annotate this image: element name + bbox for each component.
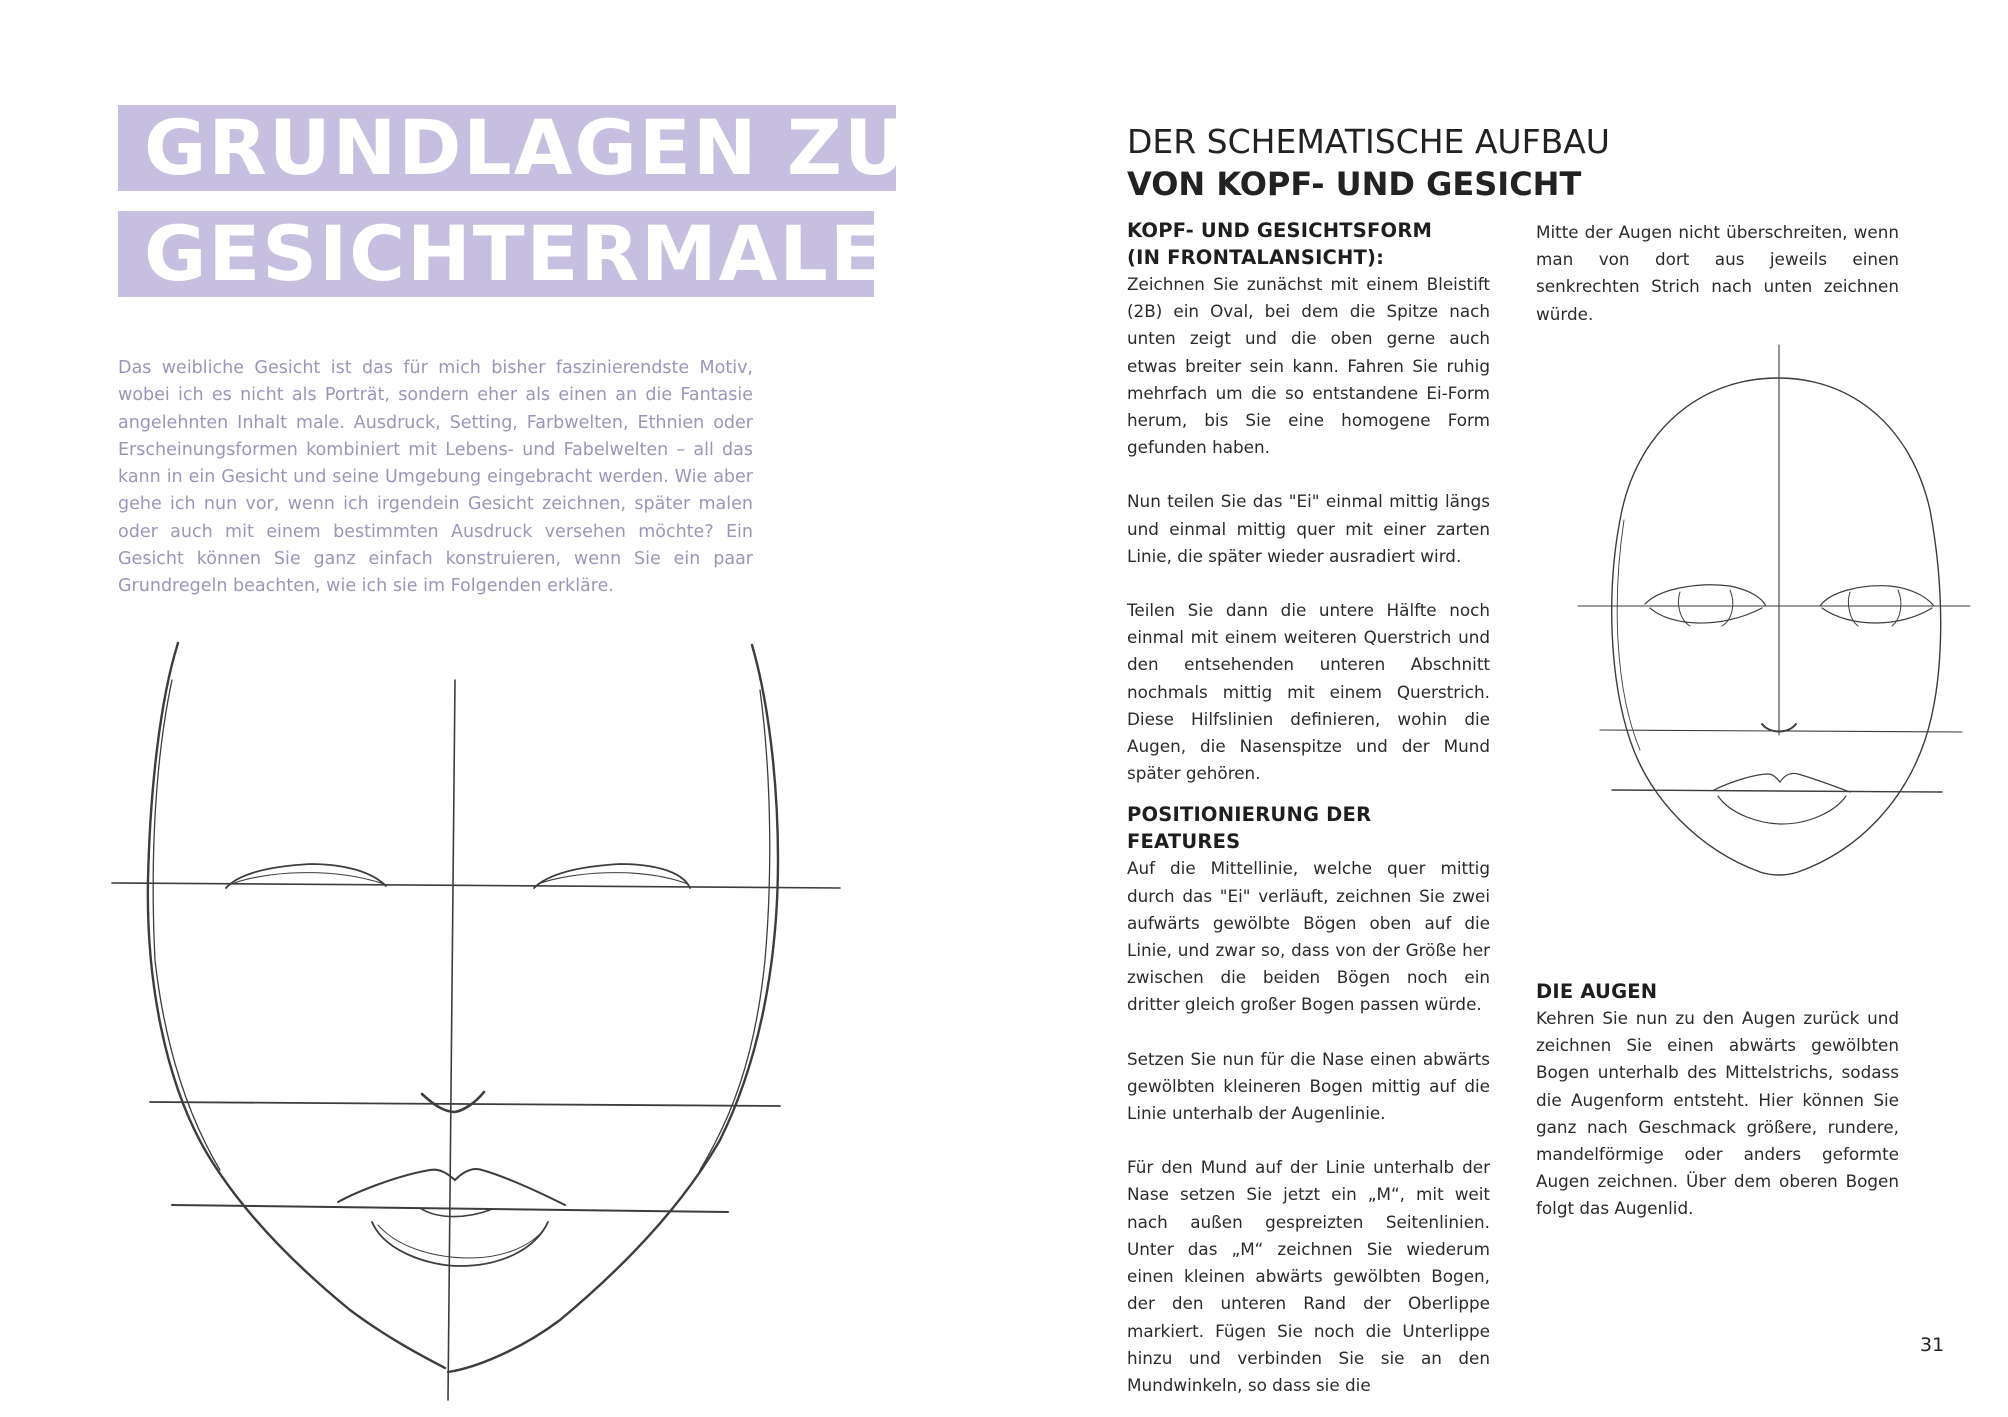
small-right-eye-bottom — [1822, 608, 1932, 623]
paragraph-mouth: Für den Mund auf der Linie unterhalb der Nase setzen Sie jetzt ein „M“, mit weit nach außen gespreizten Seitenlinien. Unter das „M“ zeichnen Sie wiederum einen kleinen abwärts gewölbten Bogen, der den unteren Rand der Oberlippe markiert. Fügen Sie noch die Unterlippe hinzu und verbinden Sie sie an den Mundwinkeln, so dass sie die — [1127, 1157, 1490, 1395]
small-left-eye-top — [1645, 585, 1766, 606]
small-upper-lip — [1714, 773, 1850, 792]
head-oval — [1612, 378, 1941, 875]
head-outline-right-2 — [700, 690, 770, 1170]
face-construction-sketch-large — [100, 640, 1000, 1410]
vertical-center-line — [448, 680, 455, 1400]
page-number: 31 — [1920, 1334, 1945, 1356]
nose-line — [150, 1102, 780, 1106]
section-heading-line-1: DER SCHEMATISCHE AUFBAU — [1127, 122, 1610, 161]
text-column-right-top — [1536, 219, 1899, 328]
subheading-head-shape-1: KOPF- UND GESICHTSFORM — [1127, 219, 1433, 242]
subheading-features: POSITIONIERUNG DER FEATURES — [1127, 803, 1372, 854]
lower-lip — [372, 1222, 548, 1266]
small-lower-lip — [1718, 796, 1846, 824]
small-left-eye-bottom — [1650, 608, 1762, 623]
text-column-left — [1127, 217, 1490, 1399]
small-right-eye-top — [1820, 586, 1934, 606]
page-title-line-2: GESICHTERMALEN — [118, 211, 874, 297]
paragraph-divide-egg: Nun teilen Sie das "Ei" einmal mittig längs und einmal mittig quer mit einer zarten Linie, die später wieder ausradiert wird. — [1127, 491, 1490, 566]
paragraph-nose: Setzen Sie nun für die Nase einen abwärts gewölbten kleineren Bogen mittig auf die Linie unterhalb der Augenlinie. — [1127, 1048, 1490, 1124]
intro-paragraph: Das weibliche Gesicht ist das für mich bisher faszinierendste Motiv, wobei ich es nicht als Porträt, sondern eher als einen an die Fantasie angelehnten Inhalt male. Ausdruck, Setting, Farbwelten, Ethnien oder Erscheinungsformen kombiniert mit Lebens- und Fabelwelten – all das kann in ein Gesicht und seine Umgebung eingebracht werden. Wie aber gehe ich nun vor, wenn ich irgendein Gesicht zeichnen, später malen oder auch mit einem bestimmten Ausdruck versehen möchte? Ein Gesicht können Sie ganz einfach konstruieren, wenn Sie ein paar Grundregeln beachten, wie ich sie im Folgenden erkläre. — [118, 358, 753, 597]
head-outline-left-2 — [153, 680, 220, 1170]
small-mouth-line — [1612, 790, 1942, 792]
paragraph-guide-lines: Teilen Sie dann die untere Hälfte noch einmal mit einem weiteren Querstrich und den entsehenden unteren Abschnitt nochmals mittig mit einem Querstrich. Diese Hilfslinien definieren, wohin die Augen, die Nasenspitze und der Mund später gehören. — [1127, 600, 1490, 784]
paragraph-eye-arcs: Auf die Mittellinie, welche quer mittig durch das "Ei" verläuft, zeichnen Sie zwei aufwärts gewölbte Bögen oben auf die Linie, und zwar so, dass von der Größe her zwischen die beiden Bögen noch ein dritter gleich großer Bogen passen würde. — [1127, 858, 1490, 1015]
upper-lip-m — [338, 1169, 565, 1205]
text-column-right-bottom — [1536, 978, 1899, 1223]
paragraph-continuation: Mitte der Augen nicht überschreiten, wenn man von dort aus jeweils einen senkrechten Strich nach unten zeichnen würde. — [1536, 222, 1899, 324]
left-eye-arc-2 — [232, 873, 384, 884]
head-outline-left — [148, 643, 445, 1368]
head-outline-right — [448, 645, 778, 1372]
subheading-head-shape-2: (IN FRONTALANSICHT): — [1127, 246, 1385, 269]
eye-line — [112, 883, 840, 888]
paragraph-eyes: Kehren Sie nun zu den Augen zurück und zeichnen Sie einen abwärts gewölbten Bogen unterhalb des Mittelstrichs, sodass die Augenform entsteht. Hier können Sie ganz nach Geschmack größere, rundere, mandelförmige oder anders geformte Augen zeichnen. Über dem oberen Bogen folgt das Augenlid. — [1536, 1008, 1899, 1219]
nose-arc — [422, 1092, 484, 1112]
face-construction-sketch-small — [1570, 340, 1980, 880]
subheading-eyes: DIE AUGEN — [1536, 980, 1658, 1003]
paragraph-oval: Zeichnen Sie zunächst mit einem Bleistift (2B) ein Oval, bei dem die Spitze nach unten zeigt und die oben gerne auch etwas breiter sein kann. Fahren Sie ruhig mehrfach um die so entstandene Ei-Form herum, bis Sie eine homogene Form gefunden haben. — [1127, 274, 1490, 458]
page-title-line-1: GRUNDLAGEN ZUM — [118, 105, 896, 191]
small-right-iris — [1848, 590, 1900, 626]
head-oval-2 — [1617, 520, 1640, 750]
section-heading-line-2: VON KOPF- UND GESICHT — [1127, 165, 1582, 203]
right-eye-arc — [534, 864, 690, 888]
